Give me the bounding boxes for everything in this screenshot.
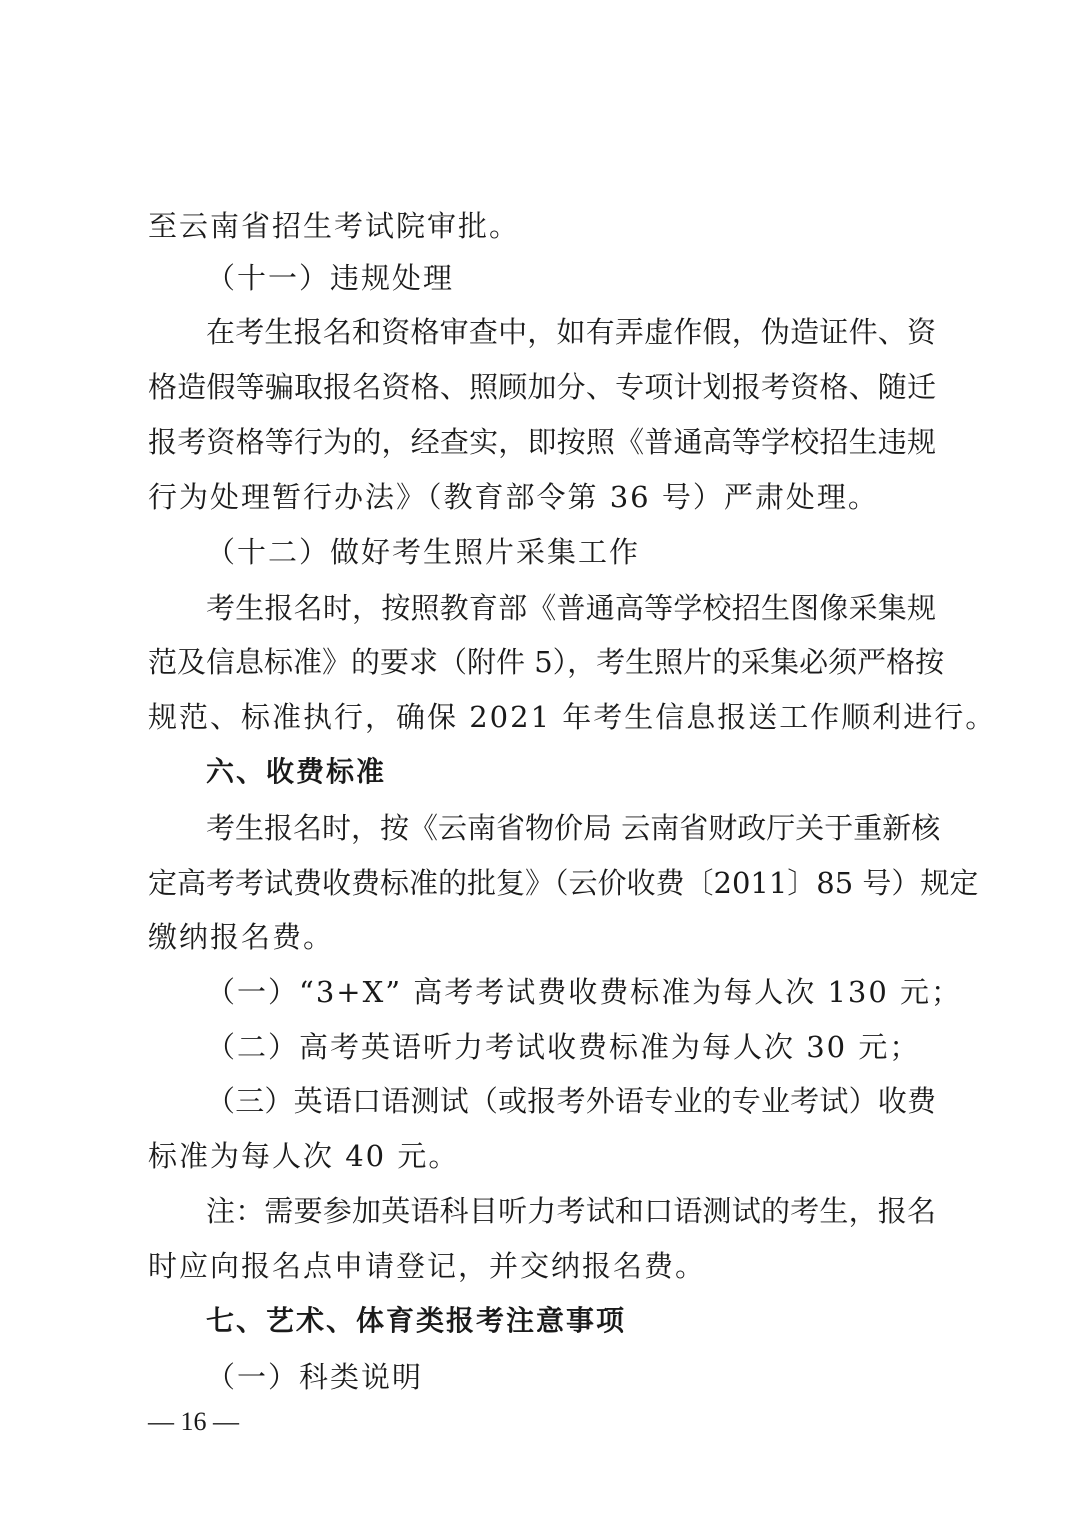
body-line-5: 报考资格等行为的，经查实，即按照《普通高等学校招生违规 bbox=[148, 425, 936, 459]
body-line-6: 行为处理暂行办法》（教育部令第 36 号）严肃处理。 bbox=[148, 480, 879, 514]
body-line-14: 缴纳报名费。 bbox=[148, 920, 335, 954]
chapter-heading-6: 六、收费标准 bbox=[206, 755, 387, 788]
body-line-18: 标准为每人次 40 元。 bbox=[148, 1139, 460, 1173]
section-heading-12: （十二）做好考生照片采集工作 bbox=[206, 535, 641, 569]
body-line-4: 格造假等骗取报名资格、照顾加分、专项计划报考资格、随迁 bbox=[148, 370, 936, 404]
section-heading-11: （十一）违规处理 bbox=[206, 261, 455, 295]
body-line-3: 在考生报名和资格审查中，如有弄虚作假，伪造证件、资 bbox=[206, 315, 936, 349]
body-line-1: 至云南省招生考试院审批。 bbox=[148, 209, 521, 243]
subsection-heading-1: （一）科类说明 bbox=[206, 1360, 424, 1394]
note-line-2: 时应向报名点申请登记，并交纳报名费。 bbox=[148, 1249, 707, 1283]
note-line-1: 注：需要参加英语科目听力考试和口语测试的考生，报名 bbox=[206, 1194, 936, 1228]
body-line-8: 考生报名时，按照教育部《普通高等学校招生图像采集规 bbox=[206, 591, 936, 625]
page-number: — 16 — bbox=[148, 1407, 239, 1436]
body-line-10: 规范、标准执行，确保 2021 年考生信息报送工作顺利进行。 bbox=[148, 700, 997, 734]
body-line-12: 考生报名时，按《云南省物价局 云南省财政厅关于重新核 bbox=[206, 811, 941, 845]
body-line-9: 范及信息标准》的要求（附件 5），考生照片的采集必须严格按 bbox=[148, 645, 945, 679]
fee-item-3: （三）英语口语测试（或报考外语专业的专业考试）收费 bbox=[206, 1084, 936, 1118]
fee-item-2: （二）高考英语听力考试收费标准为每人次 30 元； bbox=[206, 1030, 921, 1064]
fee-item-1: （一）“3+X” 高考考试费收费标准为每人次 130 元； bbox=[206, 975, 963, 1009]
body-line-13: 定高考考试费收费标准的批复》（云价收费〔2011〕85 号）规定 bbox=[148, 866, 979, 900]
chapter-heading-7: 七、艺术、体育类报考注意事项 bbox=[206, 1304, 627, 1337]
